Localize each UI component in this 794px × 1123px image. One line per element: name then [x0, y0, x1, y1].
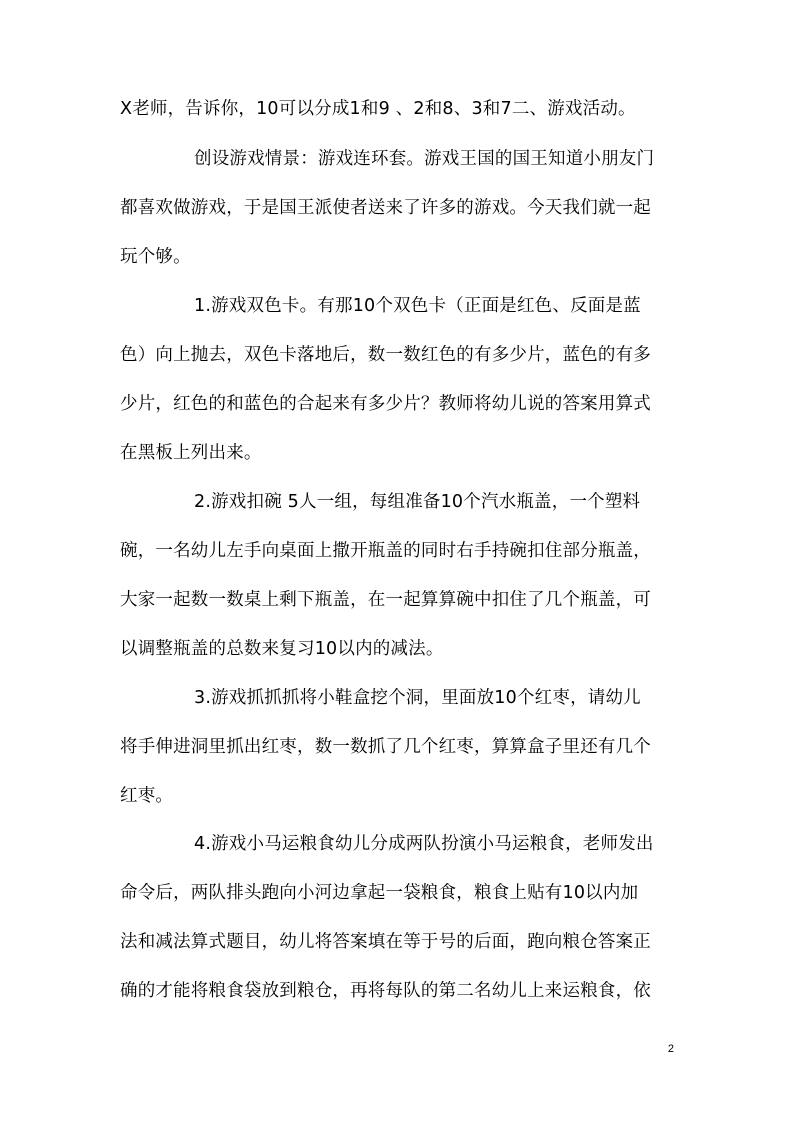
text-line-14: 将手伸进洞里抓出红枣，数一数抓了几个红枣，算算盒子里还有几个	[120, 737, 651, 757]
text-line-17: 命令后，两队排头跑向小河边拿起一袋粮食，粮食上贴有10以内加	[120, 883, 639, 903]
text-line-7: 少片，红色的和蓝色的合起来有多少片？教师将幼儿说的答案用算式	[120, 394, 651, 414]
text-line-3: 都喜欢做游戏，于是国王派使者送来了许多的游戏。今天我们就一起	[120, 198, 651, 218]
text-line-5: 1.游戏双色卡。有那10个双色卡（正面是红色、反面是蓝	[194, 296, 641, 316]
page-number: 2	[667, 1043, 674, 1055]
text-line-8: 在黑板上列出来。	[120, 443, 262, 463]
text-line-6: 色）向上抛去，双色卡落地后，数一数红色的有多少片，蓝色的有多	[120, 345, 651, 365]
text-line-19: 确的才能将粮食袋放到粮仓，再将每队的第二名幼儿上来运粮食，依	[120, 981, 651, 1001]
text-line-15: 红枣。	[120, 786, 174, 806]
text-line-4: 玩个够。	[120, 247, 191, 267]
text-line-13: 3.游戏抓抓抓将小鞋盒挖个洞，里面放10个红枣，请幼儿	[194, 688, 641, 708]
text-line-16: 4.游戏小马运粮食幼儿分成两队扮演小马运粮食，老师发出	[194, 834, 654, 854]
text-line-11: 大家一起数一数桌上剩下瓶盖，在一起算算碗中扣住了几个瓶盖，可	[120, 590, 651, 610]
text-line-2: 创设游戏情景：游戏连环套。游戏王国的国王知道小朋友门	[194, 149, 655, 169]
text-line-9: 2.游戏扣碗 5人一组，每组准备10个汽水瓶盖，一个塑料	[194, 492, 641, 512]
text-line-12: 以调整瓶盖的总数来复习10以内的减法。	[120, 639, 444, 659]
text-line-1: X老师，告诉你，10可以分成1和9 、2和8、3和7二、游戏活动。	[120, 99, 636, 119]
text-line-18: 法和减法算式题目，幼儿将答案填在等于号的后面，跑向粮仓答案正	[120, 932, 651, 952]
text-line-10: 碗，一名幼儿左手向桌面上撒开瓶盖的同时右手持碗扣住部分瓶盖，	[120, 541, 651, 561]
